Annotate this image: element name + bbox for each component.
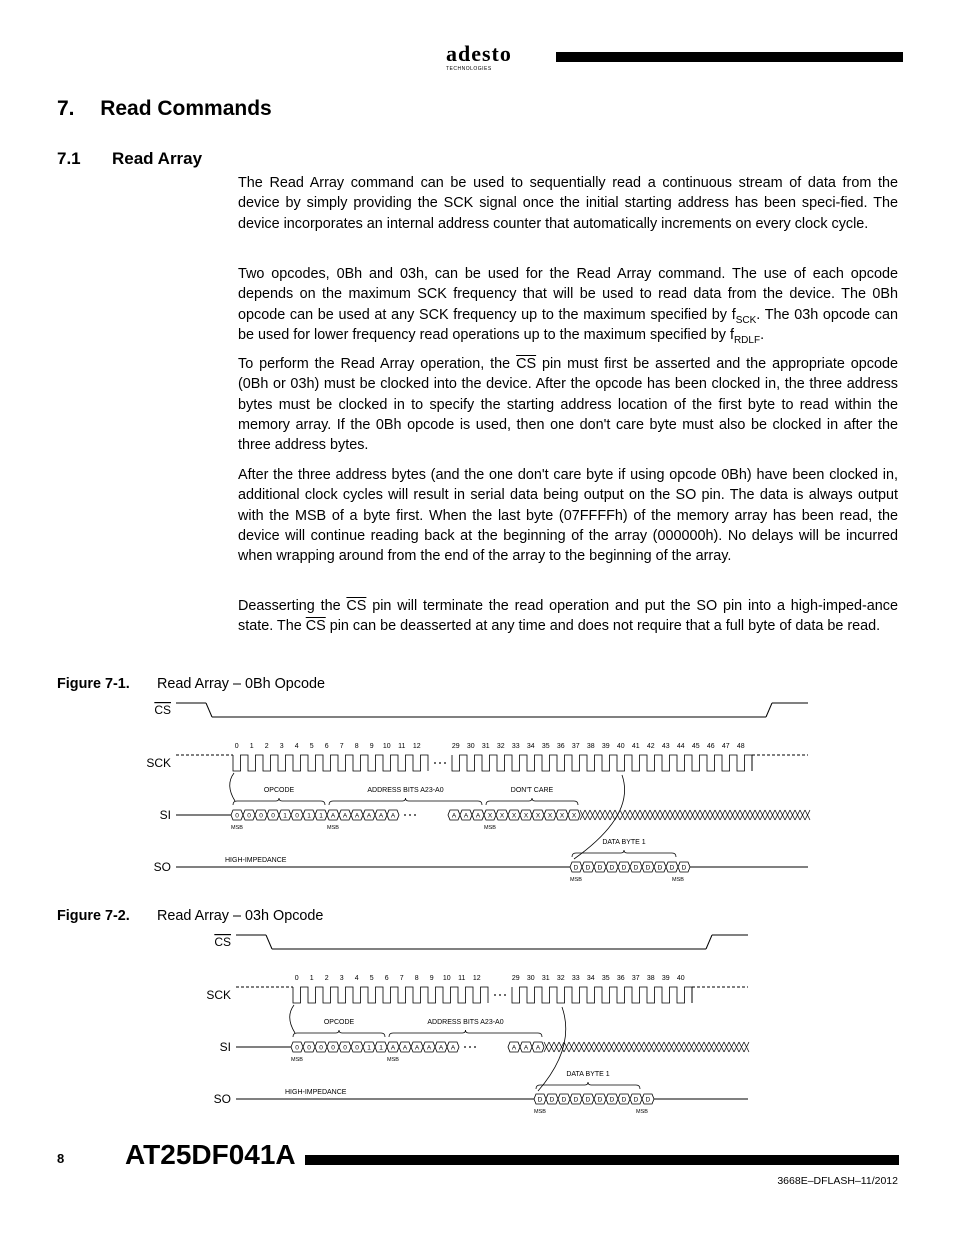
p5-cs-signal-1: $\overline{CS}$ — [346, 598, 367, 614]
si-opcode-bit-1-label: 0 — [247, 812, 251, 820]
signal-label-so: SO — [213, 1092, 231, 1106]
paragraph-1: The Read Array command can be used to sequentially read a continuous stream of data from the device by simply providing the SCK signal once the initial starting address has been speci-fied. The device incorporates an internal address counter that automatically increments on every clock cycle. — [238, 175, 898, 232]
sck-clock-run — [233, 755, 428, 771]
si-opcode-bit-6-label: 1 — [307, 812, 311, 820]
clock-number-47: 47 — [721, 743, 730, 750]
signal-label-sck: SCK — [206, 988, 231, 1002]
clock-number-10: 10 — [382, 743, 391, 750]
subsection-number: 7.1 — [57, 149, 81, 168]
clock-number-1: 1 — [249, 743, 254, 750]
si-dont-care-bit-1-label: X — [499, 812, 505, 820]
si-gap-dots-1 — [409, 814, 411, 816]
address-brace — [389, 1030, 542, 1037]
so-data-bit-2-label: D — [561, 1096, 567, 1104]
si-opcode-bit-5-label: 0 — [295, 812, 299, 820]
si-opcode-msb: MSB — [231, 825, 243, 831]
p5-cs-signal-2: $\overline{CS}$ — [305, 618, 326, 635]
p2-subscript-sck: SCK — [735, 314, 757, 326]
si-address-bit-b-0-label: A — [451, 812, 457, 820]
clock-number-2: 2 — [264, 743, 269, 750]
si-gap-dots-1 — [469, 1046, 471, 1048]
clock-number-31: 31 — [541, 975, 550, 982]
si-address-bit-b-2-label: A — [475, 812, 481, 820]
signal-label-si: SI — [219, 1040, 231, 1054]
page-number: 8 — [57, 1151, 65, 1166]
clock-number-4: 4 — [294, 743, 299, 750]
clock-number-38: 38 — [586, 743, 595, 750]
si-address-bit-a-4-label: A — [438, 1044, 444, 1052]
clock-number-6: 6 — [324, 743, 329, 750]
signal-label-cs: CS — [154, 703, 171, 717]
p2-text-a: Two opcodes, 0Bh and 03h, can be used for the Read Array command. The use of each opcode depends on the maximum SCK frequency that will be used to read data from the device. The 0Bh opcode can be used at any SCK frequency up to the maximum specified by f — [238, 266, 898, 323]
opcode-label: OPCODE — [263, 787, 295, 794]
p5-text-b: pin will terminate the read operation and put the SO pin into a high-imped-ance state. The — [238, 598, 898, 635]
subsection-title: Read Array — [112, 149, 203, 168]
so-data-bit-7-label: D — [621, 1096, 627, 1104]
clock-number-8: 8 — [414, 975, 419, 982]
figure-2-title: Read Array – 03h Opcode — [157, 908, 324, 924]
clock-number-43: 43 — [661, 743, 670, 750]
clock-number-33: 33 — [511, 743, 520, 750]
si-dont-care-bit-3-label: X — [523, 812, 529, 820]
clock-number-0: 0 — [234, 743, 239, 750]
so-data-bit-3-label: D — [573, 1096, 579, 1104]
dont-care-label: DON'T CARE — [510, 787, 554, 794]
si-address-bit-a-4-label: A — [378, 812, 384, 820]
cs-falling-edge — [266, 935, 272, 949]
si-address-bit-a-2-label: A — [414, 1044, 420, 1052]
p5-text-a: Deasserting the — [238, 598, 347, 614]
sck-gap-dots-2 — [504, 994, 506, 996]
clock-number-35: 35 — [541, 743, 550, 750]
cs-rising-edge — [766, 703, 772, 717]
si-address-bit-b-2-label: A — [535, 1044, 541, 1052]
clock-number-30: 30 — [466, 743, 475, 750]
figure-2-label: Figure 7-2. — [57, 908, 130, 924]
opcode-label: OPCODE — [323, 1019, 355, 1026]
si-opcode-bit-7-label: 1 — [379, 1044, 383, 1052]
clock-number-44: 44 — [676, 743, 685, 750]
si-address-msb: MSB — [327, 825, 339, 831]
cs-rising-edge — [706, 935, 712, 949]
si-address-bit-a-1-label: A — [342, 812, 348, 820]
si-address-bit-b-1-label: A — [523, 1044, 529, 1052]
header-rule — [556, 52, 903, 62]
clock-number-40: 40 — [616, 743, 625, 750]
p3-text-a: To perform the Read Array operation, the — [238, 356, 517, 372]
si-opcode-bit-3-label: 0 — [271, 812, 275, 820]
clock-number-37: 37 — [631, 975, 640, 982]
clock-number-11: 11 — [458, 975, 466, 982]
sck-clock-run — [293, 987, 488, 1003]
si-opcode-bit-3-label: 0 — [331, 1044, 335, 1052]
data-byte-brace — [536, 1082, 640, 1089]
so-data-bit-6-label: D — [645, 864, 651, 872]
address-label: ADDRESS BITS A23-A0 — [367, 787, 444, 794]
si-address-bit-a-5-label: A — [390, 812, 396, 820]
so-data-bit-9-label: D — [645, 1096, 651, 1104]
paragraph-2 — [238, 264, 898, 345]
so-data-bit-9-label: D — [681, 864, 687, 872]
logo-wordmark: adesto — [446, 41, 512, 66]
signal-label-so: SO — [153, 860, 171, 874]
si-gap-dots-2 — [414, 814, 416, 816]
so-data-bit-7-label: D — [657, 864, 663, 872]
high-impedance-label: HIGH-IMPEDANCE — [285, 1089, 347, 1096]
arrow-first-clock — [230, 773, 235, 801]
si-opcode-bit-6-label: 1 — [367, 1044, 371, 1052]
signal-label-cs: CS — [214, 935, 231, 949]
si-dont-care-bit-0-label: X — [487, 812, 493, 820]
si-address-bit-a-0-label: A — [330, 812, 336, 820]
address-brace — [329, 798, 482, 805]
clock-number-32: 32 — [496, 743, 505, 750]
si-address-bit-b-1-label: A — [463, 812, 469, 820]
so-data-bit-0-label: D — [573, 864, 579, 872]
paragraph-4: After the three address bytes (and the one don't care byte if using opcode 0Bh) have been clocked in, additional clock cycles will result in serial data being output on the SO pin. The data is always output with the MSB of a byte first. When the last byte (07FFFFh) of the memory array has been read, the device will continue reading back at the beginning of the array (000000h). No delays will be incurred when wrapping around from the end of the array to the beginning of the array. — [238, 467, 898, 565]
si-dont-care-hatch — [544, 1042, 749, 1052]
si-address-bit-a-1-label: A — [402, 1044, 408, 1052]
si-opcode-bit-5-label: 0 — [355, 1044, 359, 1052]
sck-gap-dots-1 — [499, 994, 501, 996]
clock-number-3: 3 — [339, 975, 344, 982]
clock-number-5: 5 — [369, 975, 374, 982]
si-gap-dots-0 — [404, 814, 406, 816]
p3-cs-signal: $\overline{CS}$ — [516, 356, 537, 372]
figure-2-timing-diagram — [0, 922, 954, 1122]
so-data-bit-5-label: D — [597, 1096, 603, 1104]
clock-number-30: 30 — [526, 975, 535, 982]
section-heading — [57, 97, 272, 121]
so-data-bit-8-label: D — [669, 864, 675, 872]
clock-number-5: 5 — [309, 743, 314, 750]
si-address-bit-a-2-label: A — [354, 812, 360, 820]
clock-number-39: 39 — [661, 975, 670, 982]
clock-number-12: 12 — [412, 743, 421, 750]
so-data-bit-0-label: D — [537, 1096, 543, 1104]
so-data-bit-6-label: D — [609, 1096, 615, 1104]
so-data-bit-4-label: D — [585, 1096, 591, 1104]
so-data-bit-1-label: D — [585, 864, 591, 872]
clock-number-41: 41 — [631, 743, 640, 750]
company-logo — [446, 43, 536, 77]
sck-clock-run — [452, 755, 752, 771]
data-byte-brace — [572, 850, 676, 857]
si-address-bit-b-0-label: A — [511, 1044, 517, 1052]
p2-text-c: . — [760, 326, 765, 343]
opcode-brace — [293, 1030, 385, 1037]
clock-number-40: 40 — [676, 975, 685, 982]
logo-subtitle: TECHNOLOGIES — [446, 66, 492, 72]
clock-number-3: 3 — [279, 743, 284, 750]
high-impedance-label: HIGH-IMPEDANCE — [225, 857, 287, 864]
si-dont-care-bit-7-label: X — [571, 812, 577, 820]
document-code: 3668E–DFLASH–11/2012 — [777, 1175, 898, 1187]
clock-number-39: 39 — [601, 743, 610, 750]
so-data-bit-8-label: D — [633, 1096, 639, 1104]
sck-clock-run — [512, 987, 692, 1003]
si-opcode-bit-1-label: 0 — [307, 1044, 311, 1052]
address-label: ADDRESS BITS A23-A0 — [427, 1019, 504, 1026]
si-dont-care-bit-4-label: X — [535, 812, 541, 820]
signal-label-sck: SCK — [146, 756, 171, 770]
si-opcode-bit-4-label: 0 — [343, 1044, 347, 1052]
clock-number-0: 0 — [294, 975, 299, 982]
si-opcode-bit-0-label: 0 — [235, 812, 239, 820]
clock-number-31: 31 — [481, 743, 490, 750]
clock-number-48: 48 — [736, 743, 745, 750]
clock-number-11: 11 — [398, 743, 406, 750]
clock-number-1: 1 — [309, 975, 314, 982]
subsection-heading — [57, 149, 202, 169]
p5-text-c: pin can be deasserted at any time and does not require that a full byte of data be read. — [325, 618, 881, 635]
so-data-msb-first: MSB — [570, 877, 582, 883]
clock-number-42: 42 — [646, 743, 655, 750]
paragraph-3 — [238, 354, 898, 455]
figure-1-label: Figure 7-1. — [57, 676, 130, 692]
p2-subscript-rdlf: RDLF — [733, 334, 761, 346]
clock-number-45: 45 — [691, 743, 700, 750]
si-opcode-bit-2-label: 0 — [319, 1044, 323, 1052]
clock-number-2: 2 — [324, 975, 329, 982]
so-data-bit-2-label: D — [597, 864, 603, 872]
si-dont-care-msb: MSB — [484, 825, 496, 831]
si-opcode-msb: MSB — [291, 1057, 303, 1063]
si-opcode-bit-2-label: 0 — [259, 812, 263, 820]
cs-falling-edge — [206, 703, 212, 717]
clock-number-33: 33 — [571, 975, 580, 982]
si-address-bit-a-3-label: A — [426, 1044, 432, 1052]
clock-number-36: 36 — [616, 975, 625, 982]
arrow-first-clock — [290, 1005, 295, 1033]
signal-label-si: SI — [159, 808, 171, 822]
si-dont-care-bit-2-label: X — [511, 812, 517, 820]
section-number: 7. — [57, 97, 75, 120]
figure-1-timing-diagram — [0, 690, 954, 890]
clock-number-29: 29 — [511, 975, 520, 982]
p3-text-b: pin must first be asserted and the appropriate opcode (0Bh or 03h) must be clocked into the device. After the opcode has been clocked in, the three address bytes must be clocked in to specify the starting address location of the first byte to read within the memory array. If the 0Bh opcode is used, then one don't care byte must also be clocked in after the three address bytes. — [238, 356, 898, 454]
clock-number-32: 32 — [556, 975, 565, 982]
clock-number-38: 38 — [646, 975, 655, 982]
data-byte-label: DATA BYTE 1 — [566, 1071, 610, 1078]
figure-1-title: Read Array – 0Bh Opcode — [157, 676, 325, 692]
clock-number-10: 10 — [442, 975, 451, 982]
clock-number-7: 7 — [339, 743, 344, 750]
clock-number-4: 4 — [354, 975, 359, 982]
si-opcode-bit-4-label: 1 — [283, 812, 287, 820]
so-data-bit-3-label: D — [609, 864, 615, 872]
sck-gap-dots-0 — [494, 994, 496, 996]
si-address-bit-a-5-label: A — [450, 1044, 456, 1052]
si-gap-dots-2 — [474, 1046, 476, 1048]
clock-number-36: 36 — [556, 743, 565, 750]
so-data-bit-1-label: D — [549, 1096, 555, 1104]
arrow-data-out — [535, 1007, 566, 1091]
so-data-msb-first: MSB — [534, 1109, 546, 1115]
p2-text-b: . The 03h opcode can be used for lower frequency read operations up to the maximum specified by f — [238, 306, 898, 343]
si-address-msb: MSB — [387, 1057, 399, 1063]
sck-gap-dots-0 — [434, 762, 436, 764]
clock-number-9: 9 — [429, 975, 434, 982]
clock-number-46: 46 — [706, 743, 715, 750]
product-name: AT25DF041A — [125, 1139, 296, 1170]
si-gap-dots-0 — [464, 1046, 466, 1048]
dont-care-brace — [486, 798, 578, 805]
opcode-brace — [233, 798, 325, 805]
so-data-msb-second: MSB — [636, 1109, 648, 1115]
si-opcode-bit-0-label: 0 — [295, 1044, 299, 1052]
clock-number-29: 29 — [451, 743, 460, 750]
clock-number-12: 12 — [472, 975, 481, 982]
so-data-msb-second: MSB — [672, 877, 684, 883]
sck-gap-dots-2 — [444, 762, 446, 764]
paragraph-5 — [238, 596, 898, 637]
clock-number-37: 37 — [571, 743, 580, 750]
clock-number-35: 35 — [601, 975, 610, 982]
clock-number-6: 6 — [384, 975, 389, 982]
clock-number-8: 8 — [354, 743, 359, 750]
sck-gap-dots-1 — [439, 762, 441, 764]
clock-number-34: 34 — [586, 975, 595, 982]
si-opcode-bit-7-label: 1 — [319, 812, 323, 820]
section-title: Read Commands — [100, 97, 272, 120]
si-dont-care-bit-6-label: X — [559, 812, 565, 820]
so-data-bit-5-label: D — [633, 864, 639, 872]
footer-rule — [305, 1155, 899, 1165]
clock-number-7: 7 — [399, 975, 404, 982]
si-dont-care-hatch — [580, 810, 810, 820]
si-address-bit-a-3-label: A — [366, 812, 372, 820]
data-byte-label: DATA BYTE 1 — [602, 839, 646, 846]
si-address-bit-a-0-label: A — [390, 1044, 396, 1052]
clock-number-9: 9 — [369, 743, 374, 750]
so-data-bit-4-label: D — [621, 864, 627, 872]
si-dont-care-bit-5-label: X — [547, 812, 553, 820]
clock-number-34: 34 — [526, 743, 535, 750]
